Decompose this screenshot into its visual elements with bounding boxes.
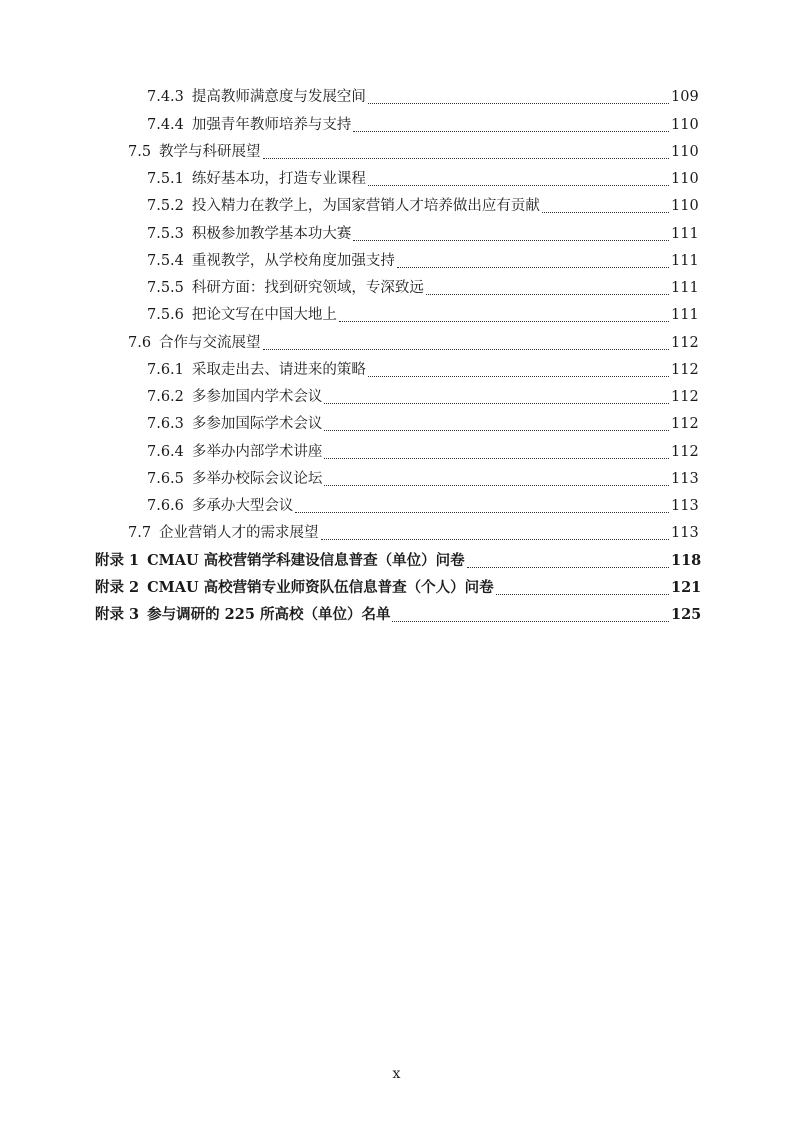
- toc-entry[interactable]: [0, 384, 793, 411]
- toc-entry[interactable]: [0, 193, 793, 220]
- dot-leader: [542, 211, 669, 213]
- toc-entry[interactable]: [0, 111, 793, 138]
- toc-entry-page: 113: [671, 498, 699, 515]
- dot-leader: [368, 102, 669, 104]
- toc-entry-label: [147, 472, 322, 487]
- toc-entry-number: 7.5.5: [147, 280, 184, 297]
- toc-entry-title: 采取走出去、请进来的策略: [191, 361, 366, 378]
- dot-leader: [397, 266, 669, 268]
- toc-entry-number: 7.6.5: [147, 470, 184, 487]
- toc-entry-label: [147, 390, 322, 405]
- dot-leader: [324, 429, 669, 431]
- toc-entry-page: 121: [671, 578, 702, 596]
- toc-entry-page: 111: [671, 225, 699, 242]
- toc-entry-number: 7.4.3: [147, 89, 184, 106]
- toc-entry-page: 112: [671, 416, 699, 433]
- dot-leader: [324, 402, 669, 404]
- toc-entry-title: 科研方面：找到研究领域，专深致远: [191, 280, 424, 297]
- toc-entry-number: 7.4.4: [147, 116, 184, 133]
- toc-entry[interactable]: [0, 575, 793, 602]
- toc-entry[interactable]: [0, 302, 793, 329]
- toc-entry[interactable]: [0, 602, 793, 629]
- dot-leader: [295, 511, 669, 513]
- toc-entry-label: [147, 281, 424, 296]
- toc-entry-label: [147, 417, 322, 432]
- toc-entry-label: [128, 526, 319, 541]
- toc-entry-title: 投入精力在教学上，为国家营销人才培养做出应有贡献: [191, 198, 540, 215]
- toc-entry-number: 7.5.1: [147, 171, 184, 188]
- toc-entry-label: [147, 254, 395, 269]
- toc-entry-number: 附录 1: [95, 551, 140, 569]
- toc-entry-number: 附录 2: [95, 578, 140, 596]
- toc-entry-number: 7.6.6: [147, 498, 184, 515]
- toc-entry-title: 积极参加教学基本功大赛: [191, 225, 352, 242]
- toc-entry[interactable]: [0, 220, 793, 247]
- dot-leader: [263, 157, 669, 159]
- dot-leader: [353, 239, 669, 241]
- toc-entry[interactable]: [0, 275, 793, 302]
- toc-entry-page: 113: [671, 525, 699, 542]
- page-number: x: [392, 1066, 401, 1082]
- toc-entry-number: 7.6.1: [147, 361, 184, 378]
- toc-entry-page: 111: [671, 252, 699, 269]
- dot-leader: [496, 593, 669, 595]
- toc-entry-label: [147, 118, 351, 133]
- dot-leader: [426, 293, 669, 295]
- toc-entry-label: [147, 172, 366, 187]
- toc-entry-title: 多参加国际学术会议: [191, 416, 323, 433]
- toc-entry-page: 112: [671, 334, 699, 351]
- toc-entry-page: 111: [671, 280, 699, 297]
- toc-entry-title: 把论文写在中国大地上: [191, 307, 337, 324]
- toc-entry-title: 练好基本功，打造专业课程: [191, 171, 366, 188]
- toc-entry-page: 109: [671, 89, 699, 106]
- dot-leader: [392, 620, 669, 622]
- toc-entry-page: 112: [671, 361, 699, 378]
- dot-leader: [368, 375, 669, 377]
- toc-entry-number: 7.7: [128, 525, 152, 542]
- toc-entry-label: [95, 551, 465, 569]
- dot-leader: [368, 184, 669, 186]
- toc-entry-number: 7.6.2: [147, 389, 184, 406]
- toc-entry-label: [95, 578, 494, 596]
- toc-entry-title: 加强青年教师培养与支持: [191, 116, 352, 133]
- toc-entry-page: 118: [671, 551, 702, 569]
- toc-entry[interactable]: [0, 357, 793, 384]
- toc-entry-page: 110: [671, 143, 699, 160]
- toc-entry-title: 提高教师满意度与发展空间: [191, 89, 366, 106]
- toc-entry-page: 110: [671, 116, 699, 133]
- toc-entry-number: 7.5: [128, 143, 152, 160]
- toc-entry-label: [147, 90, 366, 105]
- dot-leader: [353, 130, 669, 132]
- toc-entry[interactable]: [0, 166, 793, 193]
- toc-entry-label: [128, 336, 261, 351]
- toc-entry[interactable]: [0, 329, 793, 356]
- toc-entry-page: 112: [671, 443, 699, 460]
- toc-entry[interactable]: [0, 84, 793, 111]
- toc-entry-label: [147, 363, 366, 378]
- toc-entry-title: 多承办大型会议: [191, 498, 294, 515]
- toc-entry-page: 111: [671, 307, 699, 324]
- toc-entry-number: 7.6.4: [147, 443, 184, 460]
- toc-entry-title: 合作与交流展望: [159, 334, 261, 351]
- toc-entry-page: 113: [671, 470, 699, 487]
- toc-entry-title: 多举办内部学术讲座: [191, 443, 323, 460]
- toc-entry-title: CMAU 高校营销专业师资队伍信息普查（个人）问卷: [147, 578, 494, 596]
- toc-entry-title: 多举办校际会议论坛: [191, 470, 323, 487]
- toc-entry-label: [147, 308, 337, 323]
- toc-entry-title: 教学与科研展望: [159, 143, 261, 160]
- dot-leader: [467, 566, 669, 568]
- toc-entry-label: [147, 499, 293, 514]
- dot-leader: [263, 348, 669, 350]
- dot-leader: [324, 484, 669, 486]
- toc-entry-title: 重视教学，从学校角度加强支持: [191, 252, 395, 269]
- toc-entry[interactable]: [0, 547, 793, 574]
- toc-entry-label: [128, 145, 261, 160]
- toc-entry-title: 参与调研的 225 所高校（单位）名单: [147, 606, 391, 624]
- toc-entry-number: 7.6: [128, 334, 152, 351]
- toc-entry-number: 7.5.6: [147, 307, 184, 324]
- toc-entry-title: 多参加国内学术会议: [191, 389, 323, 406]
- toc-entry-page: 110: [671, 171, 699, 188]
- toc-entry-number: 7.6.3: [147, 416, 184, 433]
- toc-entry[interactable]: [0, 466, 793, 493]
- toc-entry[interactable]: [0, 438, 793, 465]
- toc-entry[interactable]: [0, 520, 793, 547]
- toc-entry[interactable]: [0, 248, 793, 275]
- toc-entry-label: [147, 445, 322, 460]
- toc-entry[interactable]: [0, 493, 793, 520]
- toc-entry-page: 125: [671, 606, 702, 624]
- toc-entry-page: 112: [671, 389, 699, 406]
- toc-entry-number: 附录 3: [95, 606, 140, 624]
- toc-entry-number: 7.5.4: [147, 252, 184, 269]
- toc-entry-title: CMAU 高校营销学科建设信息普查（单位）问卷: [147, 551, 465, 569]
- toc-entry[interactable]: [0, 411, 793, 438]
- dot-leader: [339, 320, 669, 322]
- toc-entry-number: 7.5.2: [147, 198, 184, 215]
- dot-leader: [321, 538, 669, 540]
- dot-leader: [324, 457, 669, 459]
- toc-entry-label: [95, 608, 390, 623]
- table-of-contents: [0, 84, 793, 629]
- toc-entry-number: 7.5.3: [147, 225, 184, 242]
- toc-entry[interactable]: [0, 139, 793, 166]
- toc-entry-title: 企业营销人才的需求展望: [159, 525, 319, 542]
- toc-entry-label: [147, 227, 351, 242]
- toc-entry-page: 110: [671, 198, 699, 215]
- toc-entry-label: [147, 199, 540, 214]
